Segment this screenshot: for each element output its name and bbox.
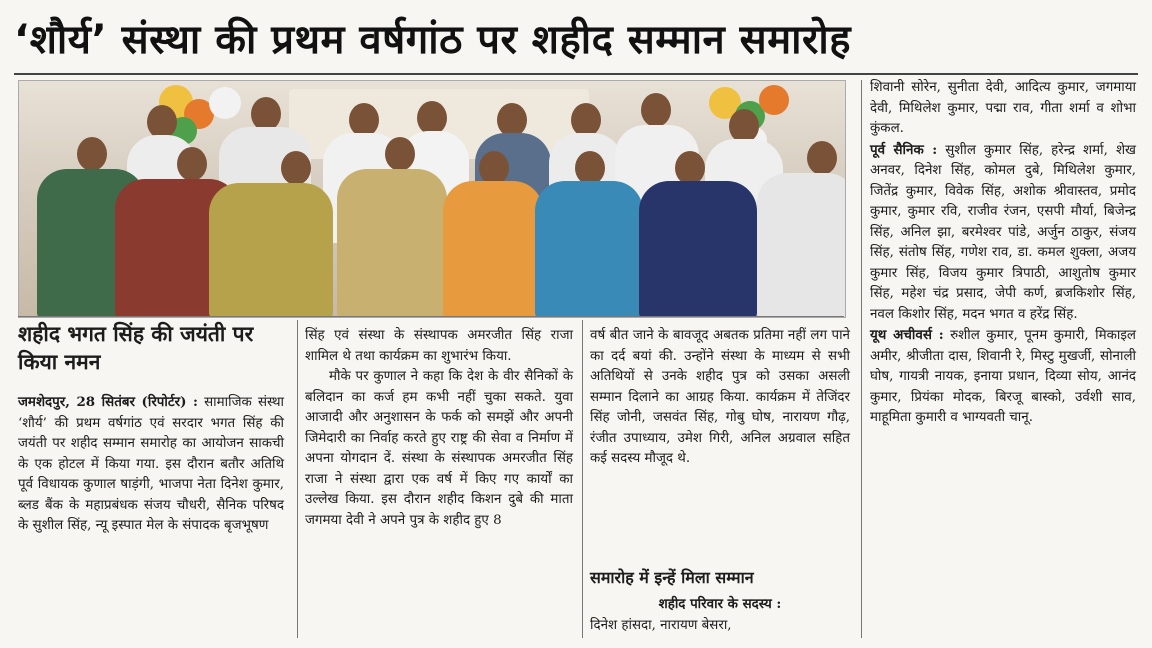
article-paragraph: सिंह एवं संस्था के संस्थापक अमरजीत सिंह राजा शामिल थे तथा कार्यक्रम का शुभारंभ किया. bbox=[305, 328, 573, 364]
category-label: शहीद परिवार के सदस्य : bbox=[658, 596, 782, 612]
honoree-names: रुशील कुमार, पूनम कुमारी, मिकाइल अमीर, श्रीजीता दास, शिवानी रे, मिस्टु मुखर्जी, सोनाली घोष, गायत्री नायक, इनाया प्रधान, दिव्या सोय, आनंद कुमार, प्रियंका मोदक, बिरजू बास्को, उर्वशी साव, माहूमिता कुमारी व भाग्यवती चानू. bbox=[870, 328, 1136, 425]
honoree-names: दिनेश हांसदा, नारायण बेसरा, bbox=[590, 617, 732, 633]
article-col-1 bbox=[18, 392, 284, 537]
article-paragraph: मौके पर कुणाल ने कहा कि देश के वीर सैनिकों के बलिदान का कर्ज हम कभी नहीं चुका सकते. युवा आजादी और अनुशासन के फर्क को समझें और अपनी जिमेदारी का निर्वाह करते हुए राष्ट्र की सेवा व निर्माण में अपना योगदान दें. संस्था के संस्थापक अमरजीत सिंह राजा ने संस्था द्वारा एक वर्ष में किए गए कार्यों का उल्लेख किया. इस दौरान शहीद किशन दुबे की माता जगमया देवी ने अपने पुत्र के शहीद हुए 8 bbox=[305, 369, 573, 528]
article-text: सामाजिक संस्था ‘शौर्य’ की प्रथम वर्षगांठ एवं सरदार भगत सिंह की जयंती पर शहीद सम्मान समारोह का आयोजन साकची के एक होटल में किया गया. इस दौरान बतौर अतिथि पूर्व विधायक कुणाल षाड़ंगी, भाजपा नेता दिनेश कुमार, ब्लड बैंक के महाप्रबंधक संजय चौधरी, सैनिक परिषद के सुशील सिंह, न्यू इस्पात मेल के संपादक बृजभूषण bbox=[18, 395, 284, 533]
honoree-names: शिवानी सोरेन, सुनीता देवी, आदित्य कुमार, जगमाया देवी, मिथिलेश कुमार, पद्मा राव, गीता शर्मा व शोभा कुंकल. bbox=[870, 80, 1136, 136]
category-label: यूथ अचीवर्स : bbox=[870, 327, 944, 343]
section-heading: समारोह में इन्हें मिला सम्मान bbox=[590, 568, 754, 587]
column-divider bbox=[297, 320, 298, 638]
headline: ‘शौर्य’ संस्था की प्रथम वर्षगांठ पर शहीद सम्मान समारोह bbox=[14, 17, 851, 63]
article-paragraph: वर्ष बीत जाने के बावजूद अबतक प्रतिमा नहीं लग पाने का दर्द बयां की. उन्होंने संस्था के माध्यम से सभी अतिथियों से उनके शहीद पुत्र को उसका असली सम्मान दिलाने का आग्रह किया. कार्यक्रम में तेजिंदर सिंह जोनी, जसवंत सिंह, गोबु घोष, नारायण गौढ़, रंजीत उपाध्याय, उमेश गिरी, अनिल अग्रवाल सहित कई सदस्य मौजूद थे. bbox=[590, 328, 850, 466]
article-col-2 bbox=[305, 326, 573, 531]
category-label: पूर्व सैनिक : bbox=[870, 141, 938, 158]
dateline: जमशेदपुर, 28 सितंबर (रिपोर्टर) : bbox=[18, 394, 198, 410]
article-col-4 bbox=[870, 78, 1136, 429]
column-divider bbox=[861, 80, 862, 638]
honoree-block-family bbox=[590, 594, 850, 636]
subheadline: शहीद भगत सिंह की जयंती पर किया नमन bbox=[18, 322, 254, 374]
headline-rule bbox=[14, 73, 1138, 75]
honoree-names: सुशील कुमार सिंह, हरेन्द्र शर्मा, शेख अनवर, दिनेश सिंह, कोमल दुबे, मिथिलेश कुमार, जितेंद्र कुमार, विवेक सिंह, अशोक श्रीवास्तव, प्रमोद कुमार, कुमार रवि, राजीव रंजन, एसपी मौर्या, बिजेन्द्र सिंह, अनिल झा, बरमेश्वर पांडे, अर्जुन ठाकुर, संजय सिंह, संतोष सिंह, गणेश राव, डा. कमल शुक्ला, अजय कुमार सिंह, विजय कुमार त्रिपाठी, आशुतोष कुमार सिंह, महेश चंद्र प्रसाद, जेपी कर्ण, ब्रजकिशोर सिंह, नवल किशोर सिंह, मदन भगत व हरेंद्र सिंह. bbox=[870, 142, 1137, 322]
column-divider bbox=[582, 320, 583, 638]
event-photo bbox=[18, 80, 846, 318]
photo-rule bbox=[18, 316, 844, 317]
article-col-3 bbox=[590, 326, 850, 470]
